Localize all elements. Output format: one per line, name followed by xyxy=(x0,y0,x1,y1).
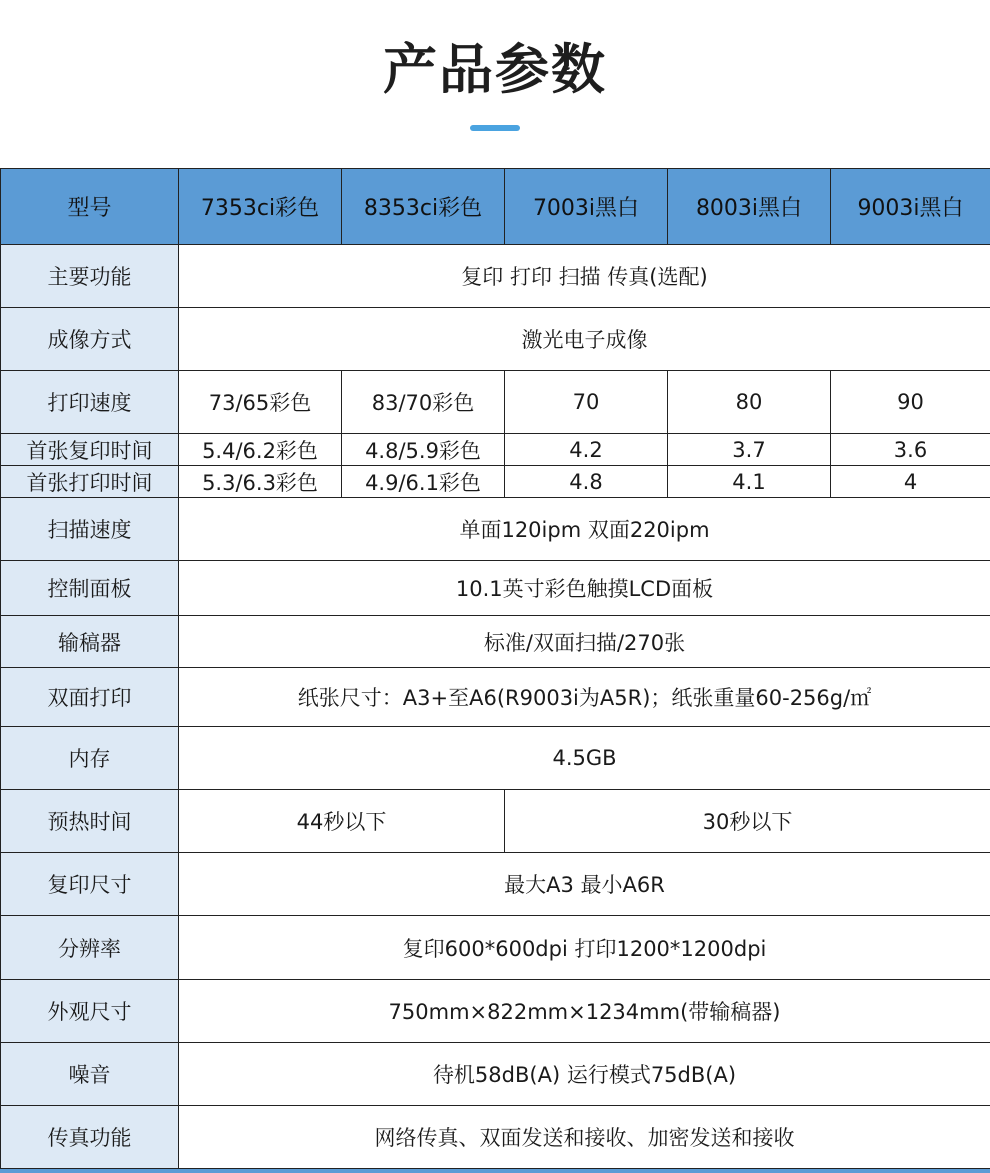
row-label: 打印速度 xyxy=(1,371,179,434)
page-title: 产品参数 xyxy=(383,38,607,101)
row-value: 复印 打印 扫描 传真(选配) xyxy=(179,245,990,308)
cell-value: 44秒以下 xyxy=(179,790,505,853)
row-warmup xyxy=(1,790,990,853)
spec-table xyxy=(0,168,990,1169)
model-header: 8353ci彩色 xyxy=(342,169,505,245)
cell-value: 90 xyxy=(831,371,990,434)
row-fax xyxy=(1,1106,990,1169)
cell-value: 4.1 xyxy=(668,466,831,498)
row-label: 预热时间 xyxy=(1,790,179,853)
row-value: 最大A3 最小A6R xyxy=(179,853,990,916)
cell-value: 4.8/5.9彩色 xyxy=(342,434,505,466)
cell-value: 70 xyxy=(505,371,668,434)
row-label: 分辨率 xyxy=(1,916,179,980)
cell-value: 5.4/6.2彩色 xyxy=(179,434,342,466)
row-value: 网络传真、双面发送和接收、加密发送和接收 xyxy=(179,1106,990,1169)
cell-value: 4 xyxy=(831,466,990,498)
row-value: 10.1英寸彩色触摸LCD面板 xyxy=(179,561,990,616)
row-label: 成像方式 xyxy=(1,308,179,371)
title-underline xyxy=(470,125,520,131)
model-header: 7003i黑白 xyxy=(505,169,668,245)
cell-value: 5.3/6.3彩色 xyxy=(179,466,342,498)
cell-value: 30秒以下 xyxy=(505,790,990,853)
row-copy-size xyxy=(1,853,990,916)
cell-value: 3.6 xyxy=(831,434,990,466)
row-imaging xyxy=(1,308,990,371)
model-header: 7353ci彩色 xyxy=(179,169,342,245)
bottom-border xyxy=(0,1169,990,1173)
row-label: 噪音 xyxy=(1,1043,179,1106)
row-first-print xyxy=(1,466,990,498)
model-header: 8003i黑白 xyxy=(668,169,831,245)
row-label: 传真功能 xyxy=(1,1106,179,1169)
row-value: 激光电子成像 xyxy=(179,308,990,371)
cell-value: 3.7 xyxy=(668,434,831,466)
row-noise xyxy=(1,1043,990,1106)
row-print-speed xyxy=(1,371,990,434)
row-label: 外观尺寸 xyxy=(1,980,179,1043)
row-label: 内存 xyxy=(1,727,179,790)
cell-value: 83/70彩色 xyxy=(342,371,505,434)
row-label: 控制面板 xyxy=(1,561,179,616)
row-label: 复印尺寸 xyxy=(1,853,179,916)
row-label: 双面打印 xyxy=(1,668,179,727)
row-scan-speed xyxy=(1,498,990,561)
row-label: 主要功能 xyxy=(1,245,179,308)
row-first-copy xyxy=(1,434,990,466)
cell-value: 4.8 xyxy=(505,466,668,498)
row-value: 标准/双面扫描/270张 xyxy=(179,616,990,668)
row-value: 单面120ipm 双面220ipm xyxy=(179,498,990,561)
cell-value: 4.9/6.1彩色 xyxy=(342,466,505,498)
row-label: 首张打印时间 xyxy=(1,466,179,498)
row-value: 复印600*600dpi 打印1200*1200dpi xyxy=(179,916,990,980)
model-header: 9003i黑白 xyxy=(831,169,990,245)
row-resolution xyxy=(1,916,990,980)
row-duplex xyxy=(1,668,990,727)
row-value: 待机58dB(A) 运行模式75dB(A) xyxy=(179,1043,990,1106)
row-document-feeder xyxy=(1,616,990,668)
header-label: 型号 xyxy=(1,169,179,245)
row-main-function xyxy=(1,245,990,308)
row-value: 纸张尺寸：A3+至A6(R9003i为A5R)；纸张重量60-256g/㎡ xyxy=(179,668,990,727)
row-dimensions xyxy=(1,980,990,1043)
cell-value: 80 xyxy=(668,371,831,434)
cell-value: 4.2 xyxy=(505,434,668,466)
row-label: 首张复印时间 xyxy=(1,434,179,466)
row-value: 4.5GB xyxy=(179,727,990,790)
row-control-panel xyxy=(1,561,990,616)
row-label: 扫描速度 xyxy=(1,498,179,561)
cell-value: 73/65彩色 xyxy=(179,371,342,434)
row-value: 750mm×822mm×1234mm(带输稿器) xyxy=(179,980,990,1043)
row-memory xyxy=(1,727,990,790)
header-row xyxy=(1,169,990,245)
row-label: 输稿器 xyxy=(1,616,179,668)
